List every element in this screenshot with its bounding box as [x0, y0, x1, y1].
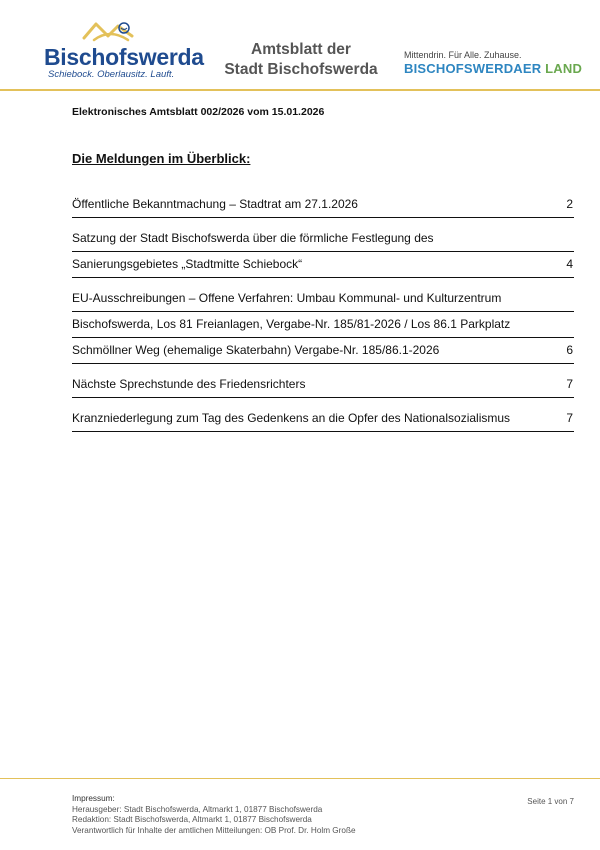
toc-entry-line[interactable] [72, 372, 574, 398]
bischofswerda-logo [40, 18, 204, 80]
right-brand-name [404, 61, 583, 76]
toc-entry[interactable] [72, 372, 574, 398]
issue-line: Elektronisches Amtsblatt 002/2026 vom 15.01.2026 [72, 106, 325, 118]
right-tagline: Mittendrin. Für Alle. Zuhause. [404, 50, 522, 60]
brand-tagline: Schiebock. Oberlausitz. Lauft. [48, 69, 175, 80]
toc-entry-line[interactable] [72, 312, 574, 338]
toc-entry[interactable] [72, 226, 574, 278]
toc-entry-text[interactable]: Bischofswerda, Los 81 Freianlagen, Vergabe-Nr. 185/81-2026 / Los 86.1 Parkplatz [72, 317, 511, 331]
toc-page-number[interactable]: 7 [566, 377, 573, 391]
toc-entry-line[interactable] [72, 192, 574, 218]
toc-entry-text[interactable]: Öffentliche Bekanntmachung – Stadtrat am 27.1.2026 [72, 197, 358, 211]
impressum-line: Verantwortlich für Inhalte der amtlichen Mitteilungen: OB Prof. Dr. Holm Große [72, 825, 356, 835]
toc-page-number[interactable]: 7 [566, 411, 573, 425]
logo-emblem-icon [82, 18, 138, 46]
impressum [72, 794, 356, 836]
toc-entry-line[interactable] [72, 252, 574, 278]
toc-entry-text[interactable]: EU-Ausschreibungen – Offene Verfahren: Umbau Kommunal- und Kulturzentrum [72, 291, 502, 305]
brand-name: Bischofswerda [44, 44, 204, 70]
toc-page-number[interactable]: 2 [566, 197, 573, 211]
toc-entry[interactable] [72, 192, 574, 218]
title-line-2: Stadt Bischofswerda [224, 61, 378, 78]
toc-entry[interactable] [72, 286, 574, 364]
impressum-line: Herausgeber: Stadt Bischofswerda, Altmarkt 1, 01877 Bischofswerda [72, 804, 323, 814]
title-line-1: Amtsblatt der [251, 41, 351, 58]
toc-entry-text[interactable]: Satzung der Stadt Bischofswerda über die förmliche Festlegung des [72, 231, 434, 245]
toc-entry[interactable] [72, 406, 574, 432]
toc-entry-text[interactable]: Nächste Sprechstunde des Friedensrichters [72, 377, 306, 391]
toc-entry-line[interactable] [72, 286, 574, 312]
right-brand-name-part2: LAND [545, 61, 583, 76]
toc-entry-line[interactable] [72, 338, 574, 364]
toc-entry-line[interactable] [72, 406, 574, 432]
impressum-line: Redaktion: Stadt Bischofswerda, Altmarkt 1, 01877 Bischofswerda [72, 815, 312, 824]
toc-page-number[interactable]: 4 [566, 257, 573, 271]
page-header [0, 0, 600, 92]
page-number: Seite 1 von 7 [527, 797, 574, 806]
table-of-contents [72, 192, 574, 440]
footer-divider [0, 778, 600, 779]
header-divider [0, 89, 600, 91]
toc-entry-text[interactable]: Kranzniederlegung zum Tag des Gedenkens an die Opfer des Nationalsozialismus [72, 411, 511, 425]
right-brand-name-part1: BISCHOFSWERDAER [404, 61, 542, 76]
overview-title: Die Meldungen im Überblick: [72, 151, 251, 166]
toc-page-number[interactable]: 6 [566, 343, 573, 357]
impressum-title: Impressum: [72, 794, 115, 803]
bischofswerdaer-land-logo [404, 50, 583, 76]
toc-entry-text[interactable]: Sanierungsgebietes „Stadtmitte Schiebock“ [72, 257, 303, 271]
toc-entry-text[interactable]: Schmöllner Weg (ehemalige Skaterbahn) Vergabe-Nr. 185/86.1-2026 [72, 343, 440, 357]
page-title [206, 40, 396, 80]
toc-entry-line[interactable] [72, 226, 574, 252]
